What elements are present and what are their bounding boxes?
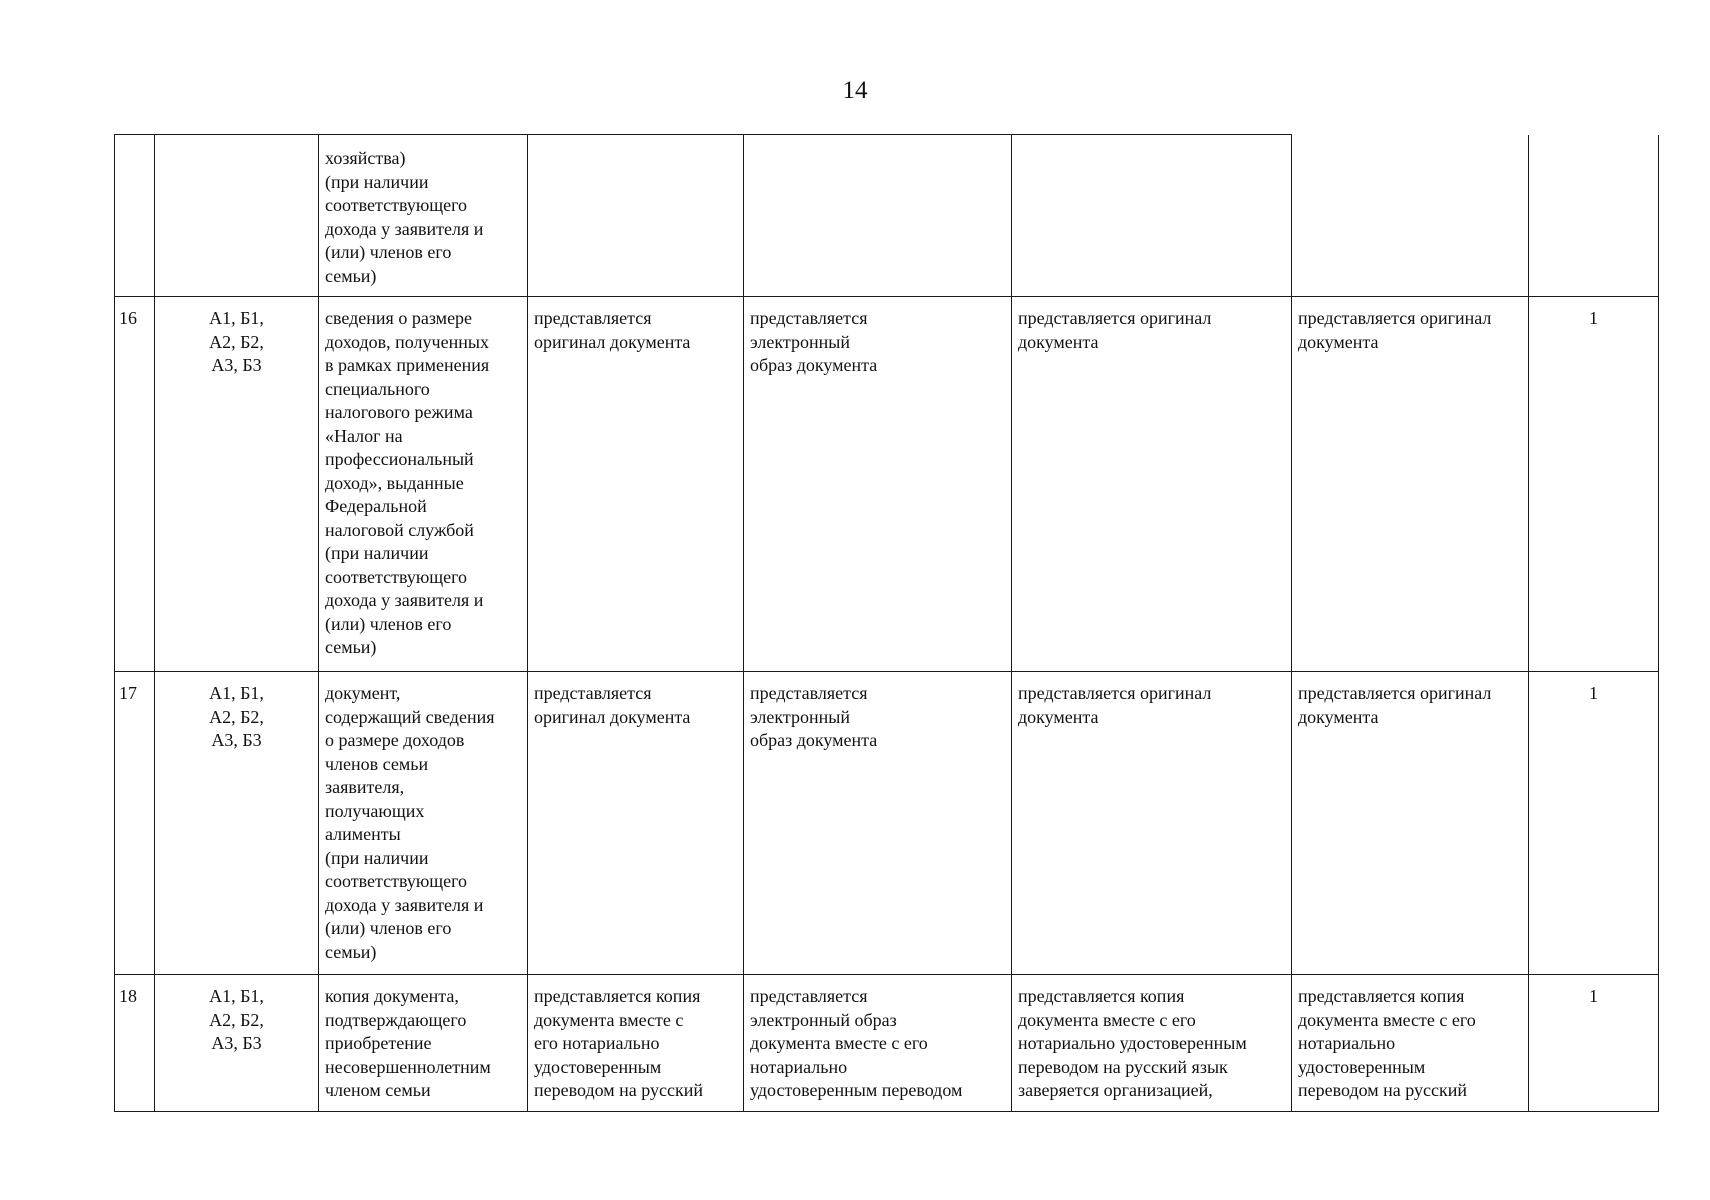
cell-col4: [528, 135, 744, 297]
cell-col6: представляется оригинал документа: [1012, 672, 1292, 975]
cell-col4: представляется оригинал документа: [528, 297, 744, 672]
cell-col6: представляется копия документа вместе с его нотариально удостоверенным переводом на русский язык заверяется организацией,: [1012, 975, 1292, 1112]
cell-categories: А1, Б1, А2, Б2, А3, Б3: [155, 297, 319, 672]
cell-quantity: [1529, 135, 1659, 297]
cell-number: 16: [115, 297, 155, 672]
cell-quantity: 1: [1529, 297, 1659, 672]
cell-document-name: сведения о размере доходов, полученных в рамках применения специального налогового режима «Налог на профессиональный доход», выданные Федеральной налоговой службой (при наличии соответствующего дохода у заявителя и (или) членов его семьи): [319, 297, 528, 672]
cell-document-name: документ, содержащий сведения о размере доходов членов семьи заявителя, получающих алименты (при наличии соответствующего дохода у заявителя и (или) членов его семьи): [319, 672, 528, 975]
cell-categories: А1, Б1, А2, Б2, А3, Б3: [155, 672, 319, 975]
cell-col7: представляется копия документа вместе с его нотариально удостоверенным переводом на русский: [1292, 975, 1529, 1112]
table-row: [115, 672, 1659, 975]
documents-table: [114, 134, 1659, 1112]
cell-number: 17: [115, 672, 155, 975]
cell-categories: А1, Б1, А2, Б2, А3, Б3: [155, 975, 319, 1112]
cell-col4: представляется копия документа вместе с его нотариально удостоверенным переводом на русский: [528, 975, 744, 1112]
cell-number: 18: [115, 975, 155, 1112]
cell-col6: [1012, 135, 1292, 297]
cell-col5: представляется электронный образ документа вместе с его нотариально удостоверенным переводом: [744, 975, 1012, 1112]
cell-col5: представляется электронный образ документа: [744, 297, 1012, 672]
cell-quantity: 1: [1529, 975, 1659, 1112]
table-row: [115, 297, 1659, 672]
cell-document-name: хозяйства) (при наличии соответствующего дохода у заявителя и (или) членов его семьи): [319, 135, 528, 297]
cell-col4: представляется оригинал документа: [528, 672, 744, 975]
cell-col5: представляется электронный образ документа: [744, 672, 1012, 975]
cell-categories: [155, 135, 319, 297]
cell-col7: представляется оригинал документа: [1292, 297, 1529, 672]
cell-quantity: 1: [1529, 672, 1659, 975]
table-row: [115, 975, 1659, 1112]
cell-document-name: копия документа, подтверждающего приобретение несовершеннолетним членом семьи: [319, 975, 528, 1112]
cell-col6: представляется оригинал документа: [1012, 297, 1292, 672]
page-number: 14: [842, 77, 868, 104]
cell-col7: [1292, 135, 1529, 297]
table-row-continuation: [115, 135, 1659, 297]
cell-number: [115, 135, 155, 297]
cell-col7: представляется оригинал документа: [1292, 672, 1529, 975]
cell-col5: [744, 135, 1012, 297]
